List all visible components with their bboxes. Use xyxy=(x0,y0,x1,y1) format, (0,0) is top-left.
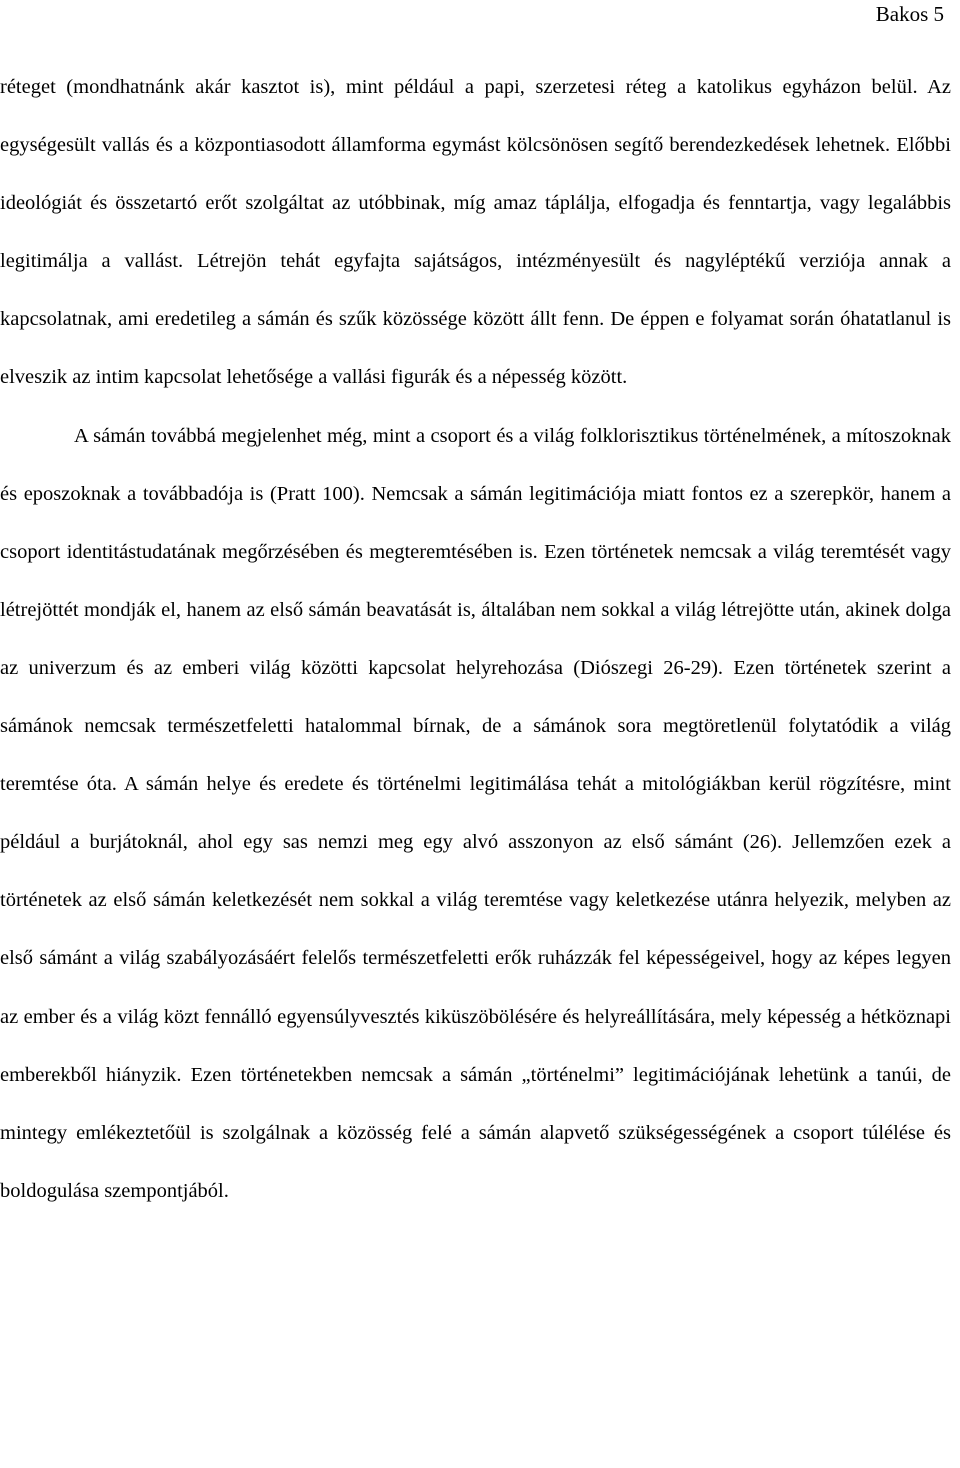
paragraph-shaman-storyteller: A sámán továbbá megjelenhet még, mint a csoport és a világ folklorisztikus történelmének, a mítoszoknak és eposzoknak a továbbadója is (Pratt 100). Nemcsak a sámán legitimációja miatt fontos ez a szerepkör, hanem a csoport identitástudatának megőrzésében és megteremtésében is. Ezen történetek nemcsak a világ teremtését vagy létrejöttét mondják el, hanem az első sámán beavatását is, általában nem sokkal a világ létrejötte után, akinek dolga az univerzum és az emberi világ közötti kapcsolat helyrehozása (Diószegi 26-29). Ezen történetek szerint a sámánok nemcsak természetfeletti hatalommal bírnak, de a sámánok sora megtöretlenül folytatódik a világ teremtése óta. A sámán helye és eredete és történelmi legitimálása tehát a mitológiákban kerül rögzítésre, mint például a burjátoknál, ahol egy sas nemzi meg egy alvó asszonyon az első sámánt (26). Jellemzően ezek a történetek az első sámán keletkezését nem sokkal a világ teremtése vagy keletkezése utánra helyezik, melyben az első sámánt a világ szabályozásáért felelős természetfeletti erők ruházzák fel képességeivel, hogy az képes legyen az ember és a világ közt fennálló egyensúlyvesztés kiküszöbölésére és helyreállítására, mely képesség a hétköznapi emberekből hiányzik. Ezen történetekben nemcsak a sámán „történelmi” legitimációjának lehetünk a tanúi, de mintegy emlékeztetőül is szolgálnak a közösség felé a sámán alapvető szükségességének a csoport túlélése és boldogulása szempontjából. xyxy=(0,424,951,1202)
running-header: Bakos 5 xyxy=(875,2,944,26)
paragraph-continuation: réteget (mondhatnánk akár kasztot is), mint például a papi, szerzetesi réteg a katolikus egyházon belül. Az egységesült vallás és a központiasodott államforma egymást kölcsönösen segítő berendezkedések lehetnek. Előbbi ideológiát és összetartó erőt szolgáltat az utóbbinak, míg amaz táplálja, elfogadja és fenntartja, vagy legalábbis legitimálja a vallást. Létrejön tehát egyfajta sajátságos, intézményesült és nagyléptékű verziója annak a kapcsolatnak, ami eredetileg a sámán és szűk közössége között állt fenn. De éppen e folyamat során óhatatlanul is elveszik az intim kapcsolat lehetősége a vallási figurák és a népesség között. xyxy=(0,76,951,389)
body-text xyxy=(0,58,951,1220)
